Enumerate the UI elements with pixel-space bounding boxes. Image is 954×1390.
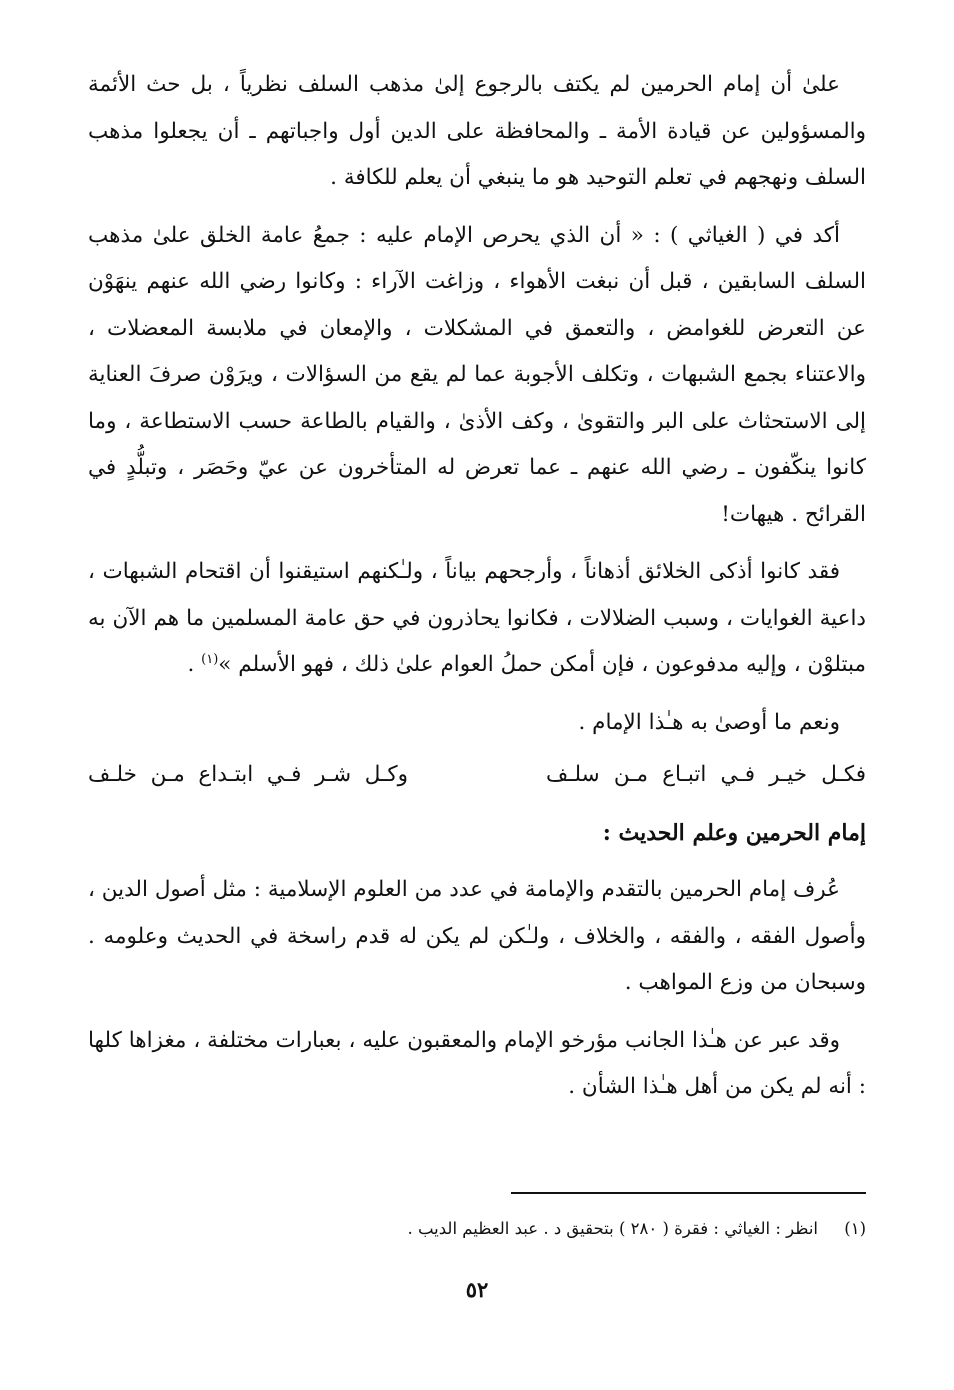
text-line: عيّ وحَصَر ، وتبلُّدٍ في القرائح . هيهات!: [88, 455, 866, 527]
text-line: فقد كانوا أذكى الخلائق أذهاناً ، وأرجحهم بياناً ، ولـٰكنهم استيقنوا أن اقتحام: [184, 559, 840, 584]
text-line: والمسؤولين عن قيادة الأمة ـ والمحافظة على الدين أول واجباتهم ـ أن يجعلوا مذهب: [88, 118, 866, 144]
text-line: .: [187, 652, 202, 677]
paragraph-2-quote: [88, 213, 866, 539]
paragraph-6: [88, 1018, 866, 1111]
page-number: ٥٢: [465, 1277, 489, 1302]
text-line: الشبهات ، داعية الغوايات ، وسبب الضلالات ، فكانوا يحاذرون في حق عامة: [88, 559, 866, 631]
text-line: السلف ونهجهم في تعلم التوحيد هو ما ينبغي أن يعلم للكافة .: [330, 165, 866, 190]
text-line: أكد في ( الغياثي ) : « أن الذي يحرص الإمام عليه : جمعُ عامة الخلق علىٰ: [152, 222, 840, 248]
footnote-reference[interactable]: (١): [201, 651, 219, 667]
text-line: عُرف إمام الحرمين بالتقدم والإمامة في عدد من العلوم الإسلامية : مثل أصول: [154, 877, 840, 902]
paragraph-3-quote: [88, 549, 866, 689]
text-line: مغزاها كلها : أنه لم يكن من أهل هـٰذا الشأن .: [88, 1027, 866, 1099]
text-line: علىٰ أن إمام الحرمين لم يكتف بالرجوع إلىٰ مذهب السلف نظرياً ، بل حث الأئمة: [88, 72, 840, 97]
footnote-separator: [511, 1192, 866, 1194]
paragraph-4: [88, 700, 866, 747]
text-line: مذهب السلف السابقين ، قبل أن نبغت الأهواء ، وزاغت الآراء : وكانوا رضي الله: [88, 222, 866, 294]
text-line: حسب الاستطاعة ، وما كانوا ينكّفون ـ رضي الله عنهم ـ عما تعرض له المتأخرون عن: [88, 408, 866, 480]
text-line: الدين ، وأصول الفقه ، والفقه ، والخلاف ، ولـٰكن لم يكن له قدم راسخة في: [88, 877, 867, 949]
text-line: المعضلات ، والاعتناء بجمع الشبهات ، وتكلف الأجوبة عما لم يقع من السؤالات ،: [88, 315, 866, 387]
section-heading: إمام الحرمين وعلم الحديث :: [602, 820, 866, 846]
text-line: ويرَوْن صرفَ العناية إلى الاستحثاث على البر والتقوىٰ ، وكف الأذىٰ ، والقيام بالطاعة: [88, 362, 866, 434]
text-line: ونعم ما أوصىٰ به هـٰذا الإمام .: [578, 709, 840, 735]
verse-first-hemistich: فكـل خيـر فـي اتبـاع مـن سلـف: [546, 762, 866, 787]
footnote: [407, 1216, 866, 1242]
paragraph-1: [88, 62, 866, 202]
text-line: فهو الأسلم »: [218, 652, 335, 677]
paragraph-5: [88, 867, 866, 1007]
text-line: عنهم ينهَوْن عن التعرض للغوامض ، والتعمق في المشكلات ، والإمعان في ملابسة: [88, 269, 866, 341]
footnote-text: انظر : الغياثي : فقرة ( ٢٨٠ ) بتحقيق د . عبد العظيم الديب .: [407, 1219, 818, 1238]
text-line: وقد عبر عن هـٰذا الجانب مؤرخو الإمام والمعقبون عليه ، بعبارات مختلفة ،: [193, 1027, 840, 1053]
text-line: المسلمين ما هم الآن به مبتلوْن ، وإليه مدفوعون ، فإن أمكن حملُ العوام علىٰ ذلك ،: [88, 605, 866, 677]
verse-second-hemistich: وكـل شـر فـي ابتـداع مـن خلـف: [88, 762, 408, 787]
footnote-marker: (١): [844, 1219, 866, 1238]
poetry-verse: [88, 752, 866, 798]
page-body: [88, 62, 866, 1111]
text-line: الحديث وعلومه . وسبحان من وزع المواهب .: [88, 923, 866, 995]
